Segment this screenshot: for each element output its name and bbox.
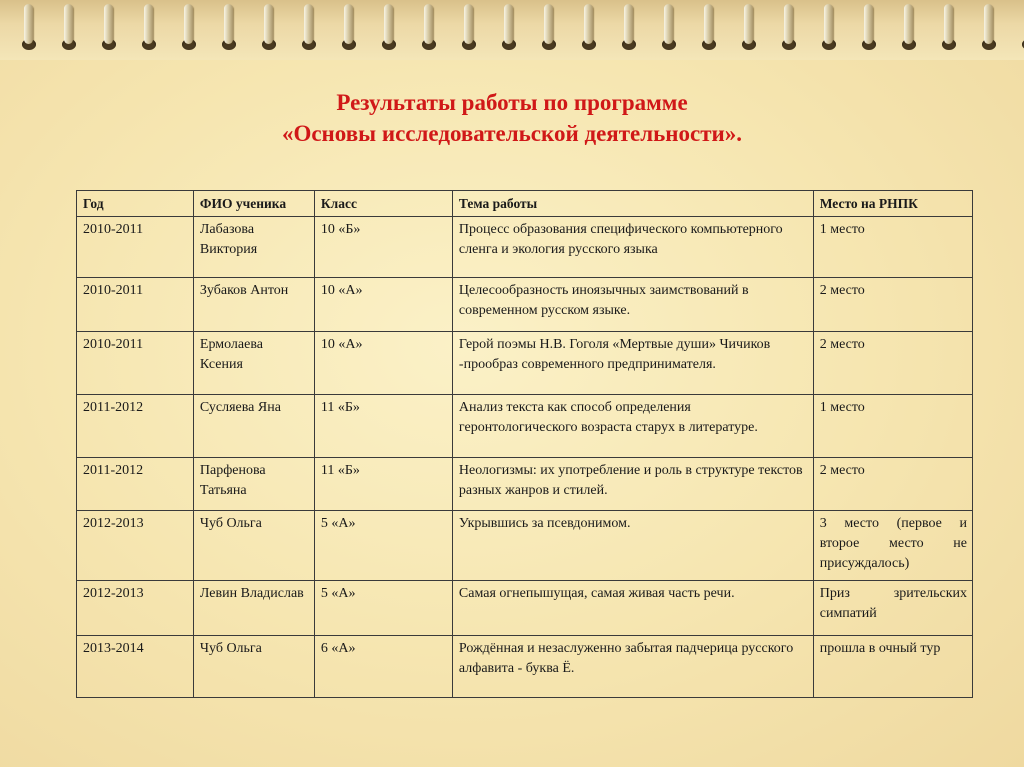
table-row	[77, 395, 973, 458]
header-class: Класс	[314, 191, 452, 217]
cell-topic: Рождённая и незаслуженно забытая падчерица русского алфавита - буква Ё.	[452, 636, 813, 698]
cell-name: Лабазова Виктория	[193, 217, 314, 278]
table-row	[77, 511, 973, 581]
ring-wire	[984, 4, 993, 44]
ring-wire	[544, 4, 553, 44]
spiral-ring	[618, 4, 640, 50]
cell-name: Левин Владислав	[193, 581, 314, 636]
spiral-ring	[178, 4, 200, 50]
ring-wire	[344, 4, 353, 44]
spiral-ring	[498, 4, 520, 50]
spiral-ring	[298, 4, 320, 50]
cell-name: Зубаков Антон	[193, 278, 314, 332]
spiral-ring	[378, 4, 400, 50]
spiral-ring	[898, 4, 920, 50]
cell-topic: Укрывшись за псевдонимом.	[452, 511, 813, 581]
cell-class: 10 «Б»	[314, 217, 452, 278]
cell-topic: Герой поэмы Н.В. Гоголя «Мертвые души» Чичиков -прообраз современного предпринимателя.	[452, 332, 813, 395]
header-place: Место на РНПК	[813, 191, 972, 217]
cell-place: 2 место	[813, 458, 972, 511]
table-row	[77, 278, 973, 332]
spiral-ring	[858, 4, 880, 50]
cell-class: 5 «А»	[314, 581, 452, 636]
cell-place: 1 место	[813, 217, 972, 278]
spiral-ring	[738, 4, 760, 50]
cell-year: 2010-2011	[77, 332, 194, 395]
spiral-ring	[418, 4, 440, 50]
ring-wire	[104, 4, 113, 44]
ring-wire	[864, 4, 873, 44]
ring-wire	[24, 4, 33, 44]
ring-wire	[904, 4, 913, 44]
cell-name: Сусляева Яна	[193, 395, 314, 458]
cell-class: 11 «Б»	[314, 458, 452, 511]
ring-wire	[464, 4, 473, 44]
ring-wire	[744, 4, 753, 44]
cell-topic: Анализ текста как способ определения геронтологического возраста старух в литературе.	[452, 395, 813, 458]
cell-place: прошла в очный тур	[813, 636, 972, 698]
spiral-ring	[18, 4, 40, 50]
cell-class: 10 «А»	[314, 278, 452, 332]
spiral-ring	[458, 4, 480, 50]
cell-year: 2013-2014	[77, 636, 194, 698]
header-name: ФИО ученика	[193, 191, 314, 217]
ring-wire	[144, 4, 153, 44]
spiral-ring	[698, 4, 720, 50]
cell-class: 5 «А»	[314, 511, 452, 581]
spiral-ring	[538, 4, 560, 50]
header-year: Год	[77, 191, 194, 217]
title-line-1: Результаты работы по программе	[336, 90, 688, 115]
spiral-ring	[138, 4, 160, 50]
ring-wire	[264, 4, 273, 44]
ring-wire	[584, 4, 593, 44]
table-row	[77, 332, 973, 395]
spiral-ring	[578, 4, 600, 50]
cell-topic: Процесс образования специфического компьютерного сленга и экология русского языка	[452, 217, 813, 278]
cell-topic: Неологизмы: их употребление и роль в структуре текстов разных жанров и стилей.	[452, 458, 813, 511]
table-row	[77, 636, 973, 698]
ring-wire	[784, 4, 793, 44]
ring-wire	[824, 4, 833, 44]
ring-wire	[624, 4, 633, 44]
cell-year: 2010-2011	[77, 217, 194, 278]
cell-name: Чуб Ольга	[193, 636, 314, 698]
ring-wire	[504, 4, 513, 44]
spiral-ring	[218, 4, 240, 50]
spiral-ring	[98, 4, 120, 50]
cell-class: 11 «Б»	[314, 395, 452, 458]
header-topic: Тема работы	[452, 191, 813, 217]
spiral-ring	[938, 4, 960, 50]
spiral-ring	[258, 4, 280, 50]
ring-wire	[304, 4, 313, 44]
cell-year: 2012-2013	[77, 511, 194, 581]
ring-wire	[184, 4, 193, 44]
cell-class: 10 «А»	[314, 332, 452, 395]
cell-place: 2 место	[813, 278, 972, 332]
ring-wire	[664, 4, 673, 44]
ring-wire	[424, 4, 433, 44]
cell-name: Ермолаева Ксения	[193, 332, 314, 395]
spiral-ring	[1018, 4, 1024, 50]
spiral-ring	[58, 4, 80, 50]
cell-place: 1 место	[813, 395, 972, 458]
ring-wire	[704, 4, 713, 44]
cell-year: 2011-2012	[77, 458, 194, 511]
spiral-ring	[658, 4, 680, 50]
cell-topic: Целесообразность иноязычных заимствований в современном русском языке.	[452, 278, 813, 332]
cell-year: 2011-2012	[77, 395, 194, 458]
ring-wire	[944, 4, 953, 44]
cell-place: Приз зрительских симпатий	[813, 581, 972, 636]
page-title	[0, 87, 1024, 149]
spiral-ring	[778, 4, 800, 50]
spiral-ring	[338, 4, 360, 50]
cell-place: 2 место	[813, 332, 972, 395]
table-header-row	[77, 191, 973, 217]
table-row	[77, 581, 973, 636]
title-line-2: «Основы исследовательской деятельности».	[281, 121, 743, 146]
cell-name: Чуб Ольга	[193, 511, 314, 581]
cell-year: 2012-2013	[77, 581, 194, 636]
table-row	[77, 217, 973, 278]
table-row	[77, 458, 973, 511]
cell-name: Парфенова Татьяна	[193, 458, 314, 511]
spiral-ring	[818, 4, 840, 50]
cell-topic: Самая огнепышущая, самая живая часть речи.	[452, 581, 813, 636]
ring-wire	[64, 4, 73, 44]
spiral-ring	[978, 4, 1000, 50]
ring-wire	[384, 4, 393, 44]
spiral-binding	[0, 0, 1024, 60]
results-table	[76, 190, 973, 698]
ring-wire	[224, 4, 233, 44]
cell-place: 3 место (первое и второе место не присуждалось)	[813, 511, 972, 581]
cell-year: 2010-2011	[77, 278, 194, 332]
cell-class: 6 «А»	[314, 636, 452, 698]
